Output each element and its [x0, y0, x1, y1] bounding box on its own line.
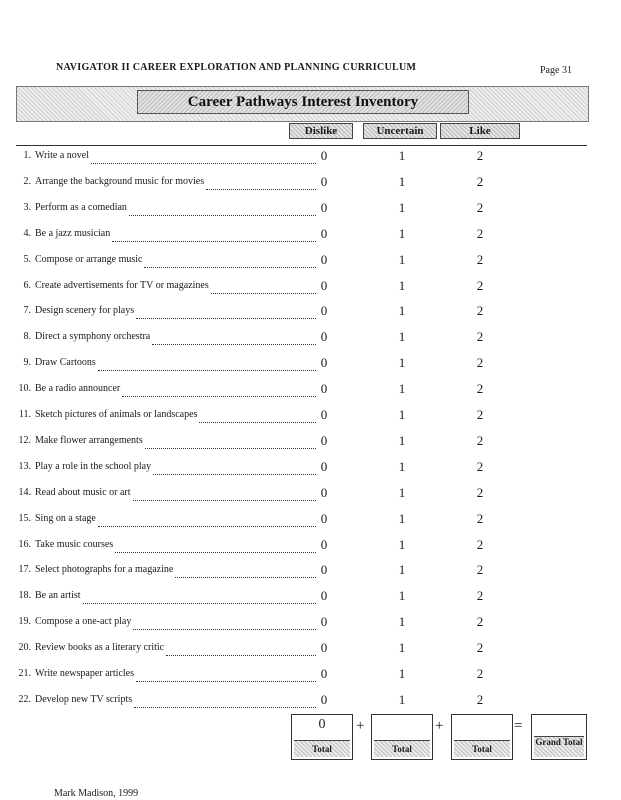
rating-option-like[interactable]: 2 — [476, 303, 484, 319]
rating-option-uncertain[interactable]: 1 — [398, 407, 406, 422]
rating-option-like[interactable]: 2 — [476, 640, 484, 656]
total-label-uncertain: Total — [374, 740, 430, 757]
item-text: Sing on a stage — [35, 512, 96, 524]
inventory-item — [0, 536, 621, 559]
rating-option-dislike[interactable]: 0 — [320, 484, 328, 500]
inventory-item — [0, 225, 621, 248]
rating-option-uncertain[interactable]: 1 — [398, 148, 406, 163]
inventory-item — [0, 616, 621, 636]
item-text: Compose a one-act play — [35, 616, 132, 628]
header-rule — [16, 145, 587, 146]
rating-option-dislike[interactable]: 0 — [320, 225, 328, 241]
item-number: 12. — [18, 434, 31, 446]
item-text: Create advertisements for TV or magazines — [35, 279, 209, 291]
rating-option-like[interactable]: 2 — [476, 199, 484, 215]
rating-option-like[interactable]: 2 — [476, 407, 484, 422]
rating-option-uncertain[interactable]: 1 — [398, 562, 406, 578]
curriculum-header: NAVIGATOR II CAREER EXPLORATION AND PLANNING CURRICULUM — [56, 62, 417, 73]
rating-option-like[interactable]: 2 — [476, 329, 484, 345]
rating-option-like[interactable]: 2 — [476, 562, 484, 578]
dot-leader — [115, 551, 316, 553]
rating-option-like[interactable]: 2 — [476, 510, 484, 526]
rating-option-uncertain[interactable]: 1 — [398, 199, 406, 215]
rating-option-like[interactable]: 2 — [476, 277, 484, 293]
dot-leader — [206, 188, 316, 190]
item-number: 7. — [23, 305, 31, 317]
rating-option-like[interactable]: 2 — [476, 173, 484, 189]
author-footer: Mark Madison, 1999 — [54, 788, 139, 799]
total-box-uncertain[interactable] — [371, 714, 433, 760]
item-text: Compose or arrange music — [35, 253, 143, 265]
dot-leader — [166, 654, 316, 656]
inventory-item — [0, 409, 621, 429]
rating-option-like[interactable]: 2 — [476, 251, 484, 267]
inventory-item — [0, 458, 621, 481]
dot-leader — [91, 162, 316, 164]
rating-option-dislike[interactable]: 0 — [320, 666, 328, 681]
inventory-item — [0, 510, 621, 533]
rating-option-uncertain[interactable]: 1 — [398, 510, 406, 526]
item-number: 19. — [18, 616, 31, 628]
rating-option-like[interactable]: 2 — [476, 484, 484, 500]
item-number: 15. — [18, 512, 31, 524]
item-text: Arrange the background music for movies — [35, 175, 205, 187]
rating-option-dislike[interactable]: 0 — [320, 407, 328, 422]
item-number: 17. — [18, 564, 31, 576]
equals-operator: = — [514, 718, 523, 734]
item-text: Select photographs for a magazine — [35, 564, 174, 576]
rating-option-dislike[interactable]: 0 — [320, 199, 328, 215]
rating-option-dislike[interactable]: 0 — [320, 640, 328, 656]
inventory-item — [0, 383, 621, 403]
rating-option-uncertain[interactable]: 1 — [398, 173, 406, 189]
total-label-like: Total — [454, 740, 510, 757]
rating-option-uncertain[interactable]: 1 — [398, 432, 406, 448]
dot-leader — [122, 395, 316, 397]
item-text: Be a radio announcer — [35, 383, 121, 395]
rating-option-dislike[interactable]: 0 — [320, 458, 328, 474]
column-header-like: Like — [440, 123, 520, 139]
dot-leader — [98, 369, 316, 371]
item-text: Direct a symphony orchestra — [35, 331, 151, 343]
item-text: Perform as a comedian — [35, 201, 127, 213]
rating-option-like[interactable]: 2 — [476, 432, 484, 448]
rating-option-like[interactable]: 2 — [476, 588, 484, 604]
item-number: 2. — [23, 175, 31, 187]
rating-option-like[interactable]: 2 — [476, 148, 484, 163]
rating-option-uncertain[interactable]: 1 — [398, 355, 406, 371]
rating-option-like[interactable]: 2 — [476, 225, 484, 241]
item-number: 22. — [18, 693, 31, 705]
plus-operator-2: + — [435, 718, 444, 734]
inventory-item — [0, 691, 621, 714]
item-text: Draw Cartoons — [35, 357, 96, 369]
dot-leader — [175, 576, 316, 578]
rating-option-like[interactable]: 2 — [476, 355, 484, 371]
rating-option-dislike[interactable]: 0 — [320, 432, 328, 448]
rating-option-uncertain[interactable]: 1 — [398, 536, 406, 552]
plus-operator-1: + — [356, 718, 365, 734]
rating-option-dislike[interactable]: 0 — [320, 562, 328, 578]
rating-option-like[interactable]: 2 — [476, 666, 484, 681]
item-text: Review books as a literary critic — [35, 642, 165, 654]
dot-leader — [134, 706, 316, 708]
dot-leader — [136, 680, 316, 682]
total-label-dislike: Total — [294, 740, 350, 757]
rating-option-uncertain[interactable]: 1 — [398, 277, 406, 293]
dot-leader — [199, 421, 316, 423]
inventory-item — [0, 590, 621, 610]
rating-option-dislike[interactable]: 0 — [320, 148, 328, 163]
dot-leader — [129, 214, 316, 216]
inventory-item — [0, 173, 621, 196]
rating-option-dislike[interactable]: 0 — [320, 536, 328, 552]
rating-option-uncertain[interactable]: 1 — [398, 640, 406, 656]
item-text: Design scenery for plays — [35, 305, 135, 317]
title-banner — [16, 86, 589, 122]
rating-option-dislike[interactable]: 0 — [320, 173, 328, 189]
rating-option-dislike[interactable]: 0 — [320, 691, 328, 707]
dot-leader — [83, 602, 316, 604]
item-number: 8. — [23, 331, 31, 343]
rating-option-uncertain[interactable]: 1 — [398, 381, 406, 397]
inventory-item — [0, 277, 621, 300]
item-number: 4. — [23, 227, 31, 239]
rating-option-uncertain[interactable]: 1 — [398, 329, 406, 345]
item-text: Be an artist — [35, 590, 81, 602]
item-text: Write a novel — [35, 150, 90, 161]
inventory-item — [0, 484, 621, 507]
rating-option-uncertain[interactable]: 1 — [398, 303, 406, 319]
item-number: 11. — [18, 409, 31, 420]
dot-leader — [133, 499, 316, 501]
rating-option-dislike[interactable]: 0 — [320, 381, 328, 397]
item-number: 16. — [18, 538, 31, 550]
rating-option-uncertain[interactable]: 1 — [398, 588, 406, 604]
item-number: 3. — [23, 201, 31, 213]
dot-leader — [145, 447, 316, 449]
rating-option-dislike[interactable]: 0 — [320, 614, 328, 630]
rating-option-dislike[interactable]: 0 — [320, 277, 328, 293]
rating-option-like[interactable]: 2 — [476, 458, 484, 474]
dot-leader — [152, 343, 316, 345]
inventory-item — [0, 251, 621, 274]
item-text: Be a jazz musician — [35, 227, 111, 239]
inventory-item — [0, 432, 621, 455]
item-number: 5. — [23, 253, 31, 265]
rating-option-uncertain[interactable]: 1 — [398, 458, 406, 474]
dot-leader — [211, 292, 316, 294]
rating-option-uncertain[interactable]: 1 — [398, 666, 406, 681]
item-number: 21. — [18, 668, 31, 679]
grand-total-label: Grand Total — [534, 736, 584, 757]
item-number: 1. — [23, 150, 31, 161]
inventory-item — [0, 305, 621, 325]
inventory-item — [0, 331, 621, 351]
item-text: Read about music or art — [35, 486, 131, 498]
rating-option-uncertain[interactable]: 1 — [398, 484, 406, 500]
rating-option-uncertain[interactable]: 1 — [398, 225, 406, 241]
dot-leader — [136, 317, 316, 319]
rating-option-dislike[interactable]: 0 — [320, 329, 328, 345]
item-number: 14. — [18, 486, 31, 498]
item-number: 6. — [23, 279, 31, 291]
item-text: Take music courses — [35, 538, 114, 550]
dot-leader — [112, 240, 316, 242]
rating-option-uncertain[interactable]: 1 — [398, 691, 406, 707]
rating-option-uncertain[interactable]: 1 — [398, 251, 406, 267]
inventory-item — [0, 199, 621, 222]
item-text: Develop new TV scripts — [35, 693, 133, 705]
rating-option-uncertain[interactable]: 1 — [398, 614, 406, 630]
column-header-dislike: Dislike — [289, 123, 353, 139]
rating-option-like[interactable]: 2 — [476, 614, 484, 630]
inventory-item — [0, 150, 621, 170]
item-text: Make flower arrangements — [35, 434, 143, 446]
column-header-uncertain: Uncertain — [363, 123, 437, 139]
inventory-title: Career Pathways Interest Inventory — [137, 90, 469, 114]
rating-option-dislike[interactable]: 0 — [320, 303, 328, 319]
item-number: 10. — [18, 383, 31, 395]
item-text: Sketch pictures of animals or landscapes — [35, 409, 198, 420]
grand-total-box[interactable] — [531, 714, 587, 760]
inventory-item — [0, 668, 621, 688]
inventory-item — [0, 357, 621, 377]
dot-leader — [133, 628, 316, 630]
rating-option-dislike[interactable]: 0 — [320, 588, 328, 604]
item-text: Play a role in the school play — [35, 460, 152, 472]
item-number: 9. — [23, 357, 31, 369]
rating-option-like[interactable]: 2 — [476, 536, 484, 552]
dot-leader — [144, 266, 316, 268]
total-box-like[interactable] — [451, 714, 513, 760]
rating-option-dislike[interactable]: 0 — [320, 251, 328, 267]
total-box-dislike[interactable] — [291, 714, 353, 760]
rating-option-dislike[interactable]: 0 — [320, 510, 328, 526]
item-number: 20. — [18, 642, 31, 654]
rating-option-like[interactable]: 2 — [476, 691, 484, 707]
rating-option-dislike[interactable]: 0 — [320, 355, 328, 371]
item-number: 13. — [18, 460, 31, 472]
rating-option-like[interactable]: 2 — [476, 381, 484, 397]
page-number: Page 31 — [540, 65, 572, 76]
dot-leader — [153, 473, 316, 475]
dot-leader — [98, 525, 316, 527]
inventory-item — [0, 642, 621, 662]
total-value-dislike: 0 — [318, 717, 326, 732]
inventory-item — [0, 564, 621, 584]
item-number: 18. — [18, 590, 31, 602]
item-text: Write newspaper articles — [35, 668, 134, 679]
